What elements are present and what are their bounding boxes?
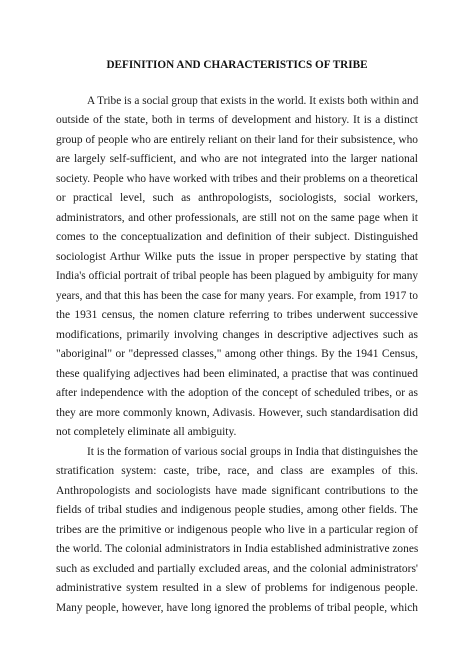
paragraph-1-line: society. People who have worked with tribes and their problems on a theoretical (56, 173, 418, 185)
paragraph-2-line: the world. The colonial administrators in India established administrative zones (56, 543, 419, 555)
paragraph-1-line: "aboriginal" or "depressed classes," among other things. By the 1941 Census, (56, 348, 418, 360)
paragraph-1-line: years, and that this has been the case for many years. For example, from 1917 to (56, 290, 418, 302)
paragraph-2-line: Anthropologists and sociologists have made significant contributions to the (56, 485, 418, 497)
paragraph-2-line: fields of tribal studies and indigenous people studies, among other fields. The (56, 504, 418, 516)
paragraph-1-line: these qualifying adjectives had been eliminated, a practise that was continued (56, 368, 418, 380)
paragraph-1-line: the 1931 census, the nomen clature referring to tribes underwent successive (56, 309, 418, 321)
paragraph-1-line: after independence with the adoption of the concept of scheduled tribes, or as (56, 387, 418, 399)
paragraph-1-line: India's official portrait of tribal people has been plagued by ambiguity for many (56, 270, 418, 282)
paragraph-1-line: sociologist Arthur Wilke puts the issue in proper perspective by stating that (56, 251, 418, 263)
document-title: DEFINITION AND CHARACTERISTICS OF TRIBE (106, 59, 368, 71)
paragraph-1-line: are largely self-sufficient, and who are not integrated into the larger national (56, 153, 418, 165)
paragraph-1-line: group of people who are entirely reliant on their land for their subsistence, who (56, 134, 418, 146)
paragraph-2-line: administrative system resulted in a slew of problems for indigenous people. (56, 582, 418, 594)
paragraph-2-line: stratification system: caste, tribe, race, and class are examples of this. (56, 465, 418, 477)
paragraph-1-line: administrators, and other professionals, are still not on the same page when it (56, 212, 418, 224)
paragraph-2-line: It is the formation of various social groups in India that distinguishes the (87, 446, 418, 458)
paragraph-2-line: Many people, however, have long ignored the problems of tribal people, which (56, 602, 418, 614)
paragraph-1-line: outside of the state, both in terms of development and history. It is a distinct (56, 114, 418, 126)
paragraph-2-line: tribes are the primitive or indigenous people who live in a particular region of (56, 524, 418, 536)
paragraph-1-line: comes to the conceptualization and definition of their subject. Distinguished (56, 231, 418, 243)
paragraph-1-line: A Tribe is a social group that exists in the world. It exists both within and (87, 95, 419, 107)
paragraph-1-line: not completely eliminate all ambiguity. (56, 426, 237, 438)
paragraph-2-line: such as excluded and partially excluded areas, and the colonial administrators' (56, 563, 418, 575)
paragraph-1-line: they are more commonly known, Adivasis. However, such standardisation did (56, 407, 418, 419)
paragraph-1-line: or practical level, such as anthropologists, sociologists, social workers, (56, 192, 418, 204)
paragraph-1-line: modifications, primarily involving changes in descriptive adjectives such as (56, 329, 418, 341)
